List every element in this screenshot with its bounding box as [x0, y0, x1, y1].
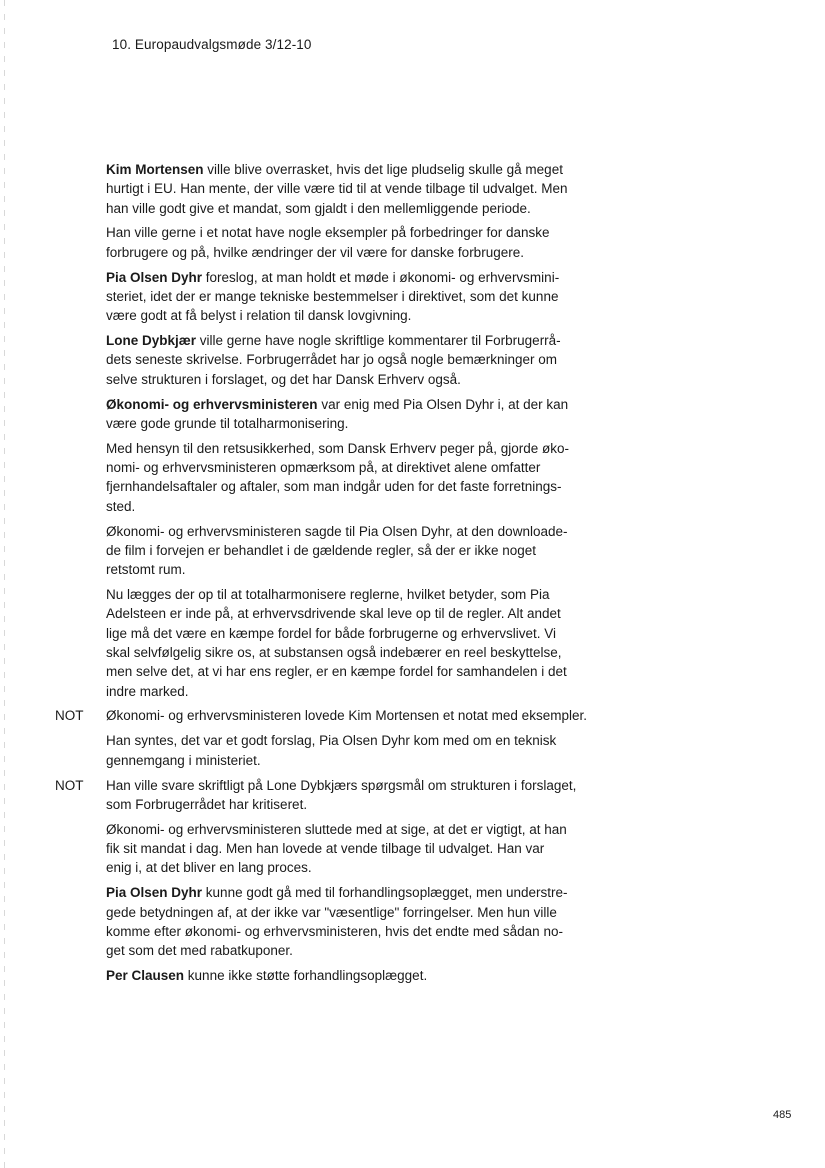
paragraph	[106, 268, 591, 326]
paragraph	[55, 776, 591, 815]
line-text: gennemgang i ministeriet.	[106, 752, 261, 768]
page-number: 485	[773, 1109, 792, 1121]
text-line	[106, 776, 591, 795]
line-text: steriet, idet der er mange tekniske bestemmelser i direktivet, som det kunne	[106, 288, 559, 304]
text-line	[106, 477, 591, 496]
paragraph	[106, 160, 591, 218]
line-text: komme efter økonomi- og erhvervsministeren, hvis det endte med sådan no-	[106, 923, 563, 939]
line-text: kunne ikke støtte forhandlingsoplægget.	[184, 968, 428, 983]
speaker-name: Per Clausen	[106, 968, 185, 983]
text-line	[106, 370, 591, 389]
line-text: indre marked.	[106, 683, 189, 699]
margin-note: NOT	[55, 708, 84, 724]
text-line	[106, 395, 591, 414]
paragraph	[106, 223, 591, 262]
text-line	[106, 624, 591, 643]
text-line	[106, 751, 591, 770]
paragraph	[106, 820, 591, 878]
text-line	[106, 414, 591, 433]
paragraph	[106, 966, 591, 985]
line-text: selve strukturen i forslaget, og det har Dansk Erhverv også.	[106, 371, 461, 387]
text-line	[106, 922, 591, 941]
text-line	[106, 497, 591, 516]
paragraph	[106, 331, 591, 389]
line-text: forbrugere og på, hvilke ændringer der vil være for danske forbrugere.	[106, 244, 524, 260]
line-text: retstomt rum.	[106, 562, 186, 578]
speaker-name: Pia Olsen Dyhr	[106, 269, 203, 285]
line-text: foreslog, at man holdt et møde i økonomi- og erhvervsmini-	[202, 269, 560, 285]
line-text: sted.	[106, 498, 136, 514]
line-text: Han ville svare skriftligt på Lone Dybkjærs spørgsmål om strukturen i forslaget,	[106, 777, 577, 793]
line-text: Adelsteen er inde på, at erhvervsdrivende skal leve op til de regler. Alt andet	[106, 606, 561, 622]
paragraph	[106, 395, 591, 434]
line-text: Med hensyn til den retsusikkerhed, som Dansk Erhverv peger på, gjorde øko-	[106, 440, 569, 456]
paragraph	[55, 706, 591, 725]
line-text: Økonomi- og erhvervsministeren lovede Kim Mortensen et notat med eksempler.	[106, 708, 587, 724]
text-line	[106, 731, 591, 750]
line-text: Han syntes, det var et godt forslag, Pia Olsen Dyhr kom med om en teknisk	[106, 733, 557, 749]
line-text: men selve det, at vi har ens regler, er en kæmpe fordel for samhandelen i det	[106, 664, 567, 680]
minutes-body	[55, 160, 591, 991]
text-line	[106, 306, 591, 325]
paragraph	[106, 731, 591, 770]
scan-edge-mark	[4, 0, 5, 1168]
line-text: hurtigt i EU. Han mente, der ville være tid til at vende tilbage til udvalget. Men	[106, 181, 568, 197]
line-text: ville blive overrasket, hvis det lige pludselig skulle gå meget	[203, 162, 563, 177]
speaker-name: Lone Dybkjær	[106, 333, 197, 349]
line-text: get som det med rabatkuponer.	[106, 943, 293, 959]
line-text: var enig med Pia Olsen Dyhr i, at der kan	[317, 396, 569, 412]
line-text: Økonomi- og erhvervsministeren sluttede med at sige, at det er vigtigt, at han	[106, 821, 567, 837]
text-line	[106, 560, 591, 579]
text-line	[106, 820, 591, 839]
text-line	[106, 287, 591, 306]
text-line	[106, 662, 591, 681]
speaker-name: Kim Mortensen	[106, 162, 204, 177]
line-text: de film i forvejen er behandlet i de gældende regler, så der er ikke noget	[106, 542, 537, 558]
line-text: nomi- og erhvervsministeren opmærksom på, at direktivet alene omfatter	[106, 460, 541, 476]
line-text: lige må det være en kæmpe fordel for både forbrugerne og erhvervslivet. Vi	[106, 625, 556, 641]
text-line	[106, 643, 591, 662]
line-text: gede betydningen af, at der ikke var "væsentlige" forringelser. Men hun ville	[106, 904, 557, 920]
text-line	[106, 223, 591, 242]
text-line	[106, 522, 591, 541]
text-line	[106, 858, 591, 877]
text-line	[106, 350, 591, 369]
line-text: fjernhandelsaftaler og aftaler, som man indgår uden for det faste forretnings-	[106, 479, 562, 495]
line-text: han ville godt give et mandat, som gjaldt i den mellemliggende periode.	[106, 200, 531, 216]
text-line	[106, 604, 591, 623]
text-line	[106, 179, 591, 198]
text-line	[106, 199, 591, 218]
speaker-name: Pia Olsen Dyhr	[106, 885, 203, 901]
text-line	[106, 268, 591, 287]
text-line	[106, 331, 591, 350]
line-text: Han ville gerne i et notat have nogle eksempler på forbedringer for danske	[106, 225, 550, 241]
text-line	[106, 160, 591, 179]
paragraph	[106, 585, 591, 701]
text-line	[106, 541, 591, 560]
paragraph	[106, 522, 591, 580]
paragraph	[106, 439, 591, 516]
line-text: være gode grunde til totalharmonisering.	[106, 415, 349, 431]
text-line	[106, 439, 591, 458]
line-text: som Forbrugerrådet har kritiseret.	[106, 796, 308, 812]
page-header: 10. Europaudvalgsmøde 3/12-10	[112, 37, 312, 52]
text-line	[106, 706, 591, 725]
line-text: være godt at få belyst i relation til dansk lovgivning.	[106, 308, 412, 324]
text-line	[106, 585, 591, 604]
line-text: fik sit mandat i dag. Men han lovede at vende tilbage til udvalget. Han var	[106, 841, 545, 857]
line-text: Økonomi- og erhvervsministeren sagde til Pia Olsen Dyhr, at den downloade-	[106, 523, 568, 539]
line-text: dets seneste skrivelse. Forbrugerrådet har jo også nogle bemærkninger om	[106, 352, 557, 368]
text-line	[106, 458, 591, 477]
line-text: enig i, at det bliver en lang proces.	[106, 860, 312, 876]
text-line	[106, 243, 591, 262]
text-line	[106, 839, 591, 858]
line-text: Nu lægges der op til at totalharmonisere reglerne, hvilket betyder, som Pia	[106, 587, 550, 603]
text-line	[106, 682, 591, 701]
line-text: skal selvfølgelig sikre os, at substansen også indebærer en reel beskyttelse,	[106, 644, 562, 660]
line-text: ville gerne have nogle skriftlige kommentarer til Forbrugerrå-	[196, 333, 561, 349]
text-line	[106, 903, 591, 922]
line-text: kunne godt gå med til forhandlingsoplægget, men understre-	[202, 885, 568, 901]
text-line	[106, 966, 591, 985]
paragraph	[106, 883, 591, 960]
speaker-name: Økonomi- og erhvervsministeren	[106, 396, 318, 412]
text-line	[106, 941, 591, 960]
text-line	[106, 883, 591, 902]
margin-note: NOT	[55, 777, 84, 793]
text-line	[106, 795, 591, 814]
